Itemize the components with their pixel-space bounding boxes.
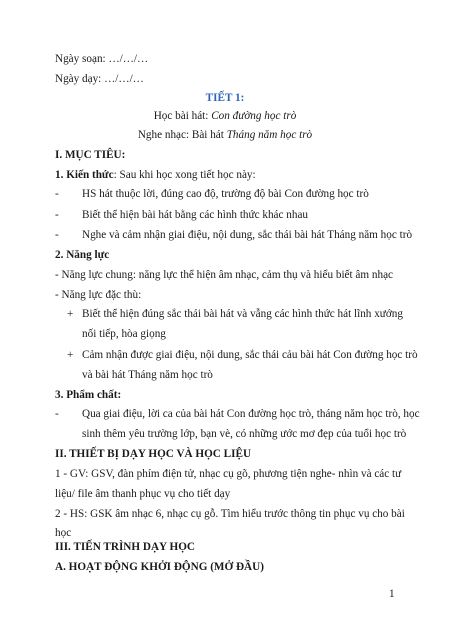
knowledge-text: : Sau khi học xong tiết học này: [113, 168, 256, 181]
plus-marker: + [67, 348, 74, 361]
teacher-materials-line-2: liệu/ file âm thanh phục vụ cho tiết dạy [55, 487, 231, 500]
ability-item-2-line-1: Cảm nhận được giai điệu, nội dung, sắc thái cảu bài hát Con đường học trò [82, 348, 418, 361]
quality-heading: 3. Phẩm chất: [55, 388, 122, 401]
section-objectives-heading: I. MỤC TIÊU: [55, 148, 126, 161]
knowledge-label: 1. Kiến thức [55, 168, 114, 181]
knowledge-line [55, 168, 256, 182]
ability-heading: 2. Năng lực [55, 248, 110, 261]
page-number: 1 [389, 588, 395, 600]
dash-marker: - [55, 228, 59, 241]
appreciation-prefix: Nghe nhạc: Bài hát [137, 128, 227, 141]
date-taught: Ngày dạy: …/…/… [55, 72, 144, 85]
student-materials-line-2: học [55, 527, 72, 540]
ability-item-2-line-2: và bài hát Tháng năm học trò [82, 368, 213, 381]
ability-general: - Năng lực chung: năng lực thể hiện âm nhạc, cảm thụ và hiểu biết âm nhạc [55, 268, 394, 281]
teacher-materials-line-1: 1 - GV: GSV, đàn phím điện tử, nhạc cụ gõ, phương tiện nghe- nhìn và các tư [55, 467, 402, 480]
song-prefix: Học bài hát: [153, 109, 212, 122]
knowledge-item-1: HS hát thuộc lời, đúng cao độ, trường độ bài Con đường học trò [82, 188, 369, 201]
knowledge-item-3: Nghe và cảm nhận giai điệu, nội dung, sắc thái bài hát Tháng năm học trò [82, 228, 413, 241]
appreciation-line [0, 128, 450, 142]
section-equipment-heading: II. THIẾT BỊ DẠY HỌC VÀ HỌC LIỆU [55, 448, 252, 460]
lesson-title: TIẾT 1: [205, 91, 245, 104]
song-line [0, 109, 450, 123]
quality-line-1: Qua giai điệu, lời ca của bài hát Con đường học trò, tháng năm học trò, học [82, 408, 420, 421]
quality-line-2: sinh thêm yêu trường lớp, bạn vè, có những ước mơ đẹp của tuổi học trò [82, 428, 407, 441]
ability-item-1-line-2: nối tiếp, hòa giọng [82, 328, 166, 341]
ability-item-1-line-1: Biết thể hiện đúng sắc thái bài hát và vẫng các hình thức hát lĩnh xướng [82, 308, 403, 321]
song-name: Con đường học trò [211, 109, 297, 122]
plus-marker: + [67, 308, 74, 321]
dash-marker: - [55, 408, 59, 421]
section-process-heading: III. TIẾN TRÌNH DẠY HỌC [55, 541, 195, 554]
knowledge-item-2: Biết thể hiện bài hát bằng các hình thức khác nhau [82, 209, 309, 222]
appreciation-name: Tháng năm học trò [226, 128, 313, 141]
student-materials-line-1: 2 - HS: GSK âm nhạc 6, nhạc cụ gỗ. Tìm hiểu trước thông tin phục vụ cho bài [55, 507, 405, 520]
date-prepared: Ngày soạn: …/…/… [55, 53, 149, 65]
activity-a-heading: A. HOẠT ĐỘNG KHỞI ĐỘNG (MỞ ĐẦU) [55, 561, 264, 573]
ability-specific: - Năng lực đặc thù: [55, 288, 142, 301]
dash-marker: - [55, 188, 59, 201]
dash-marker: - [55, 209, 59, 222]
